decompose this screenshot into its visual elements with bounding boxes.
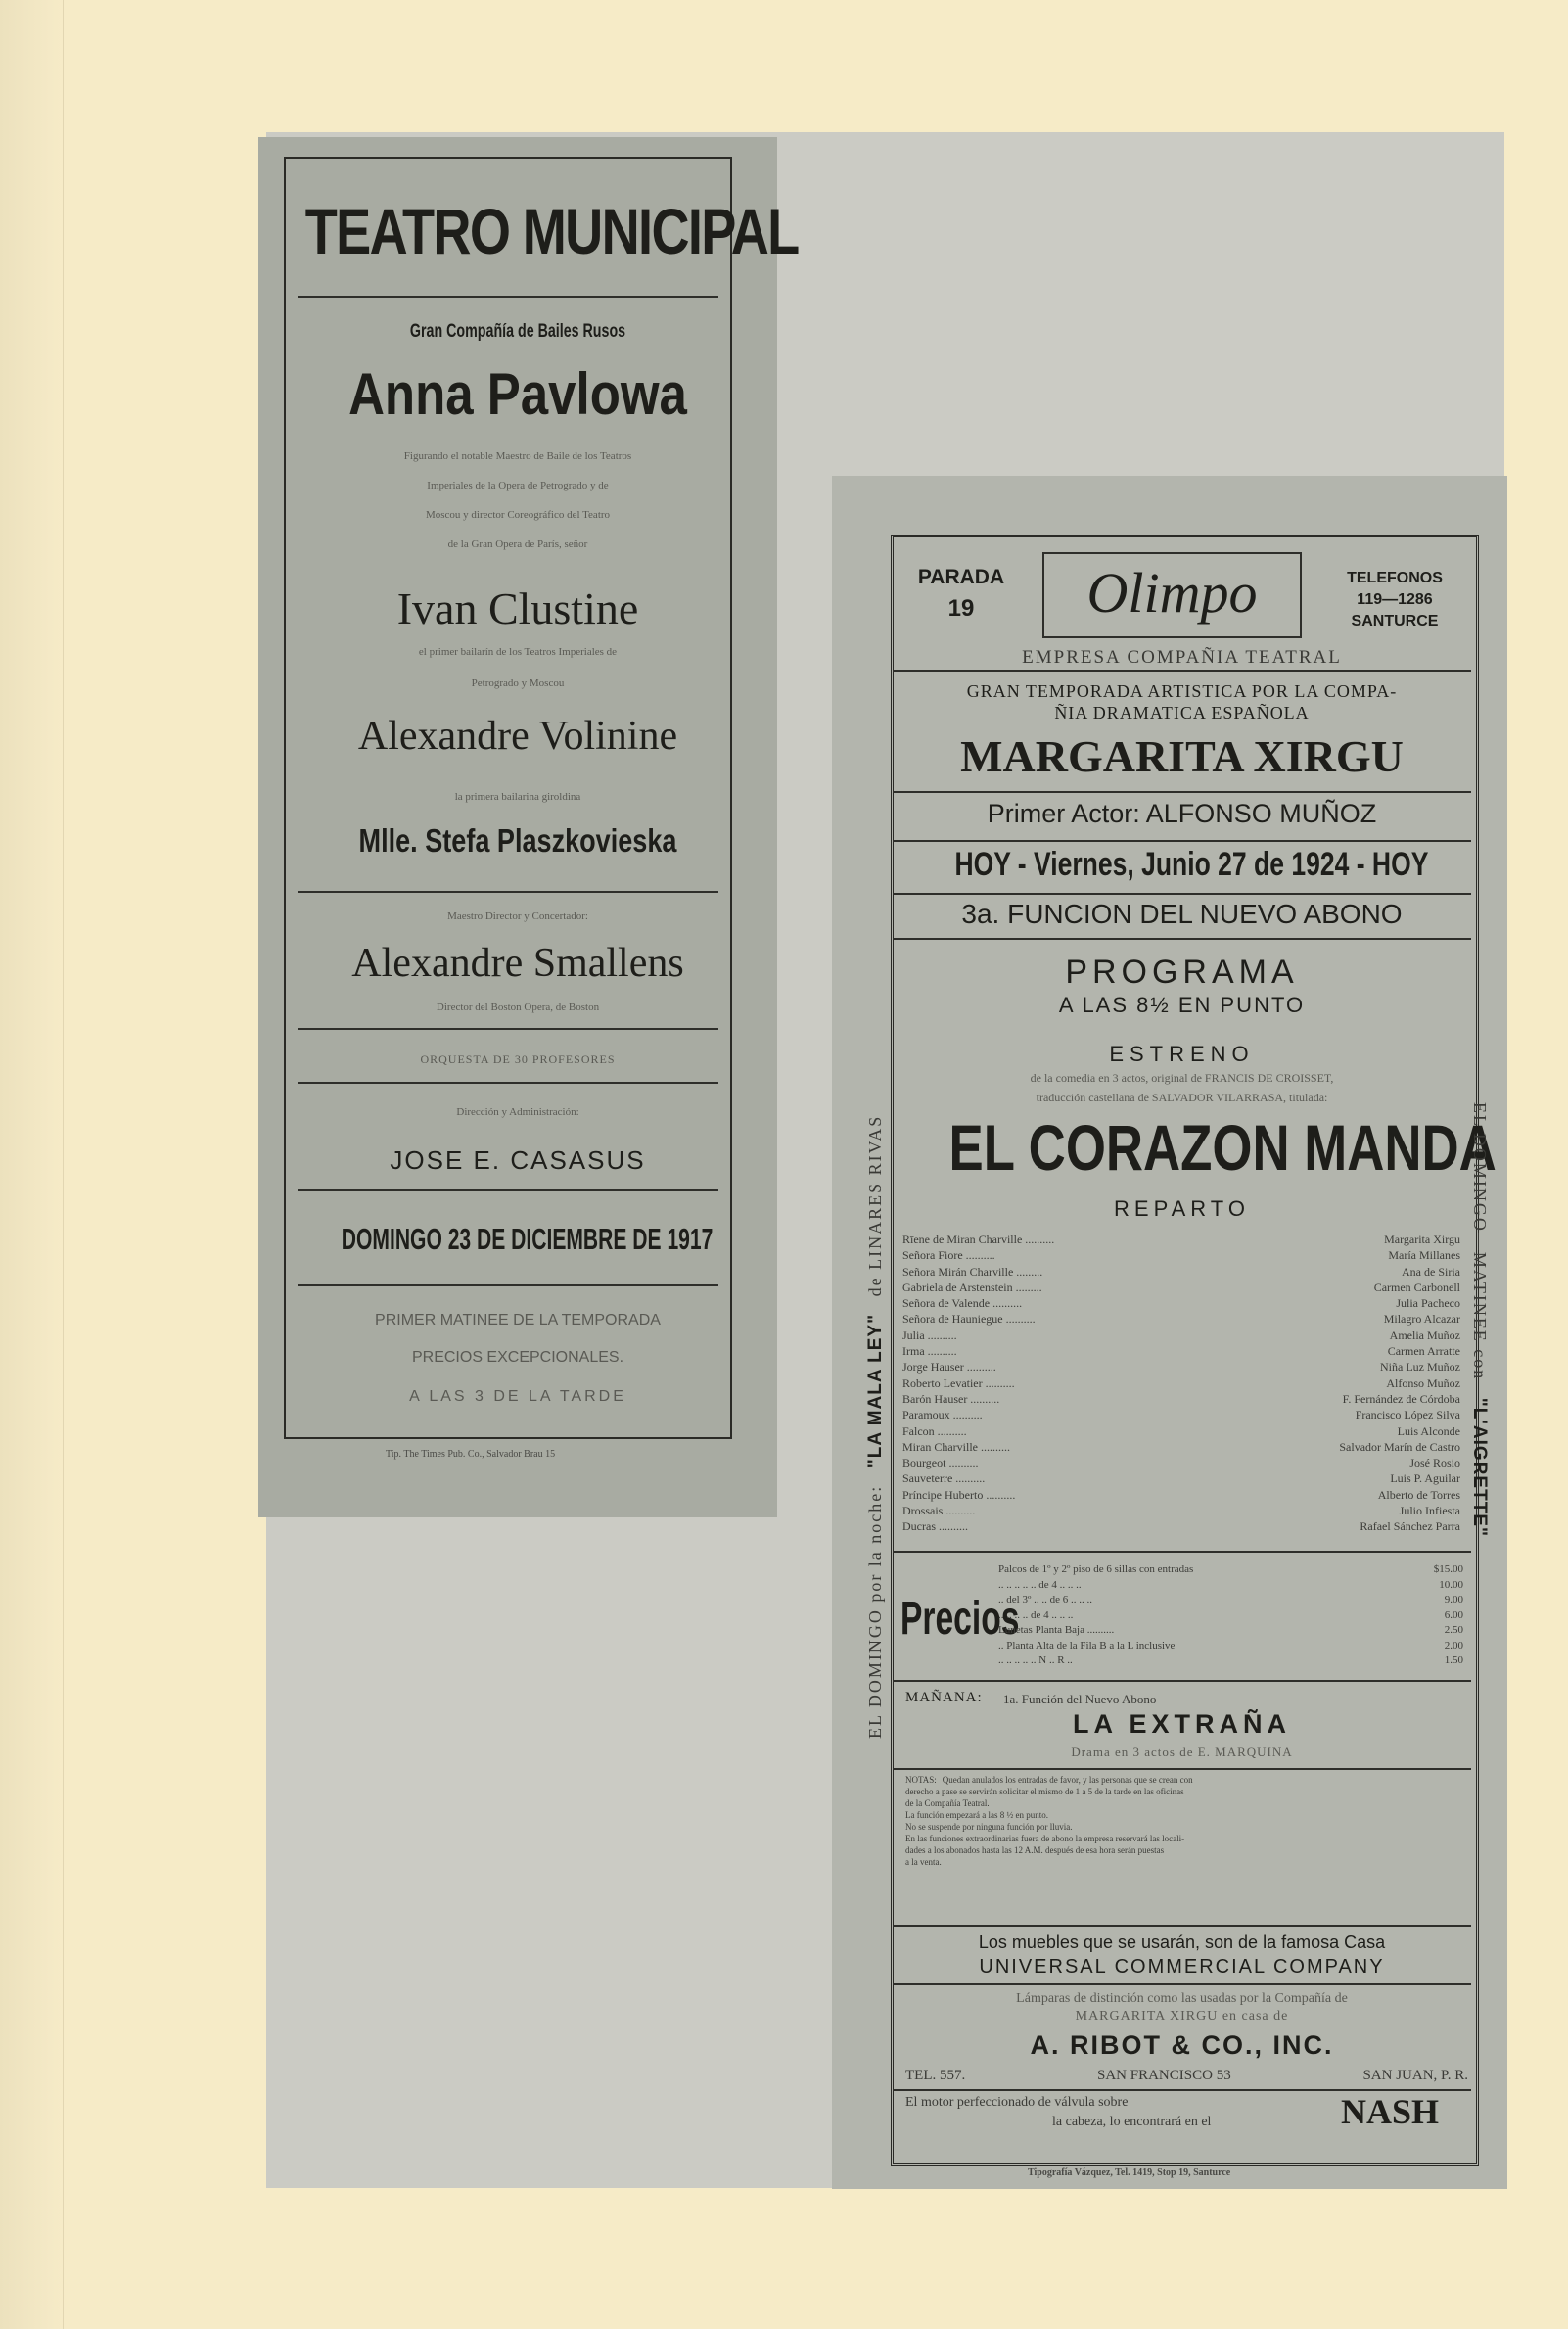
rule	[298, 1284, 718, 1286]
lead-actor: Primer Actor: ALFONSO MUÑOZ	[987, 799, 1377, 828]
side-note-left-title: "LA MALA LEY"	[865, 1313, 886, 1468]
parada-number: 19	[947, 595, 975, 622]
side-note-left-author: de LINARES RIVAS	[865, 1114, 885, 1297]
role: Drossais ..........	[902, 1504, 976, 1518]
performance-date: HOY - Viernes, Junio 27 de 1924 - HOY	[954, 846, 1429, 883]
olimpo-logo: Olimpo	[1042, 552, 1302, 638]
play-desc-1: de la comedia en 3 actos, original de FRANCIS DE CROISSET,	[1030, 1071, 1334, 1085]
rule	[893, 938, 1471, 940]
rule	[893, 1983, 1471, 1985]
programa-heading: PROGRAMA	[1065, 954, 1299, 991]
side-note-right	[1468, 1102, 1494, 1537]
cast-row	[902, 1470, 1460, 1486]
actor: Carmen Carbonell	[1373, 1280, 1460, 1294]
dancer-1-name: Ivan Clustine	[396, 583, 639, 633]
cast-row	[902, 1423, 1460, 1439]
role: Señora de Hauniegue ..........	[902, 1312, 1036, 1327]
cast-row	[902, 1343, 1460, 1359]
actor: Margarita Xirgu	[1384, 1233, 1460, 1246]
nash-brand: NASH	[1341, 2092, 1440, 2131]
nash-text-1: El motor perfeccionado de válvula sobre	[905, 2095, 1129, 2110]
rule	[893, 670, 1471, 672]
performance-date: DOMINGO 23 DE DICIEMBRE DE 1917	[341, 1222, 714, 1256]
price-value: $15.00	[1433, 1563, 1463, 1575]
price-item: .. del 3º .. .. de 6 .. .. ..	[998, 1594, 1092, 1606]
note-line: No se suspende por ninguna función por lluvia.	[905, 1822, 1073, 1832]
price-row	[998, 1654, 1463, 1669]
rule	[298, 1028, 718, 1030]
rule	[893, 893, 1471, 895]
role: Miran Charville ..........	[902, 1439, 1010, 1454]
role: Irma ..........	[902, 1344, 957, 1359]
role: Paramoux ..........	[902, 1408, 983, 1422]
location: SANTURCE	[1351, 613, 1439, 629]
role: Roberto Levatier ..........	[902, 1375, 1015, 1390]
precios-label: Precios	[900, 1593, 1020, 1645]
rule	[893, 1925, 1471, 1927]
price-item: Lunetas Planta Baja ..........	[998, 1624, 1115, 1636]
note-line	[905, 1774, 1463, 1786]
note-3: A LAS 3 DE LA TARDE	[409, 1388, 626, 1405]
admin-role: Dirección y Administración:	[456, 1106, 579, 1118]
cast-row	[902, 1391, 1460, 1407]
next-play-title: LA EXTRAÑA	[1073, 1709, 1291, 1739]
cast-row	[902, 1264, 1460, 1280]
cast-row	[902, 1455, 1460, 1470]
dancer-2-name: Alexandre Volinine	[357, 714, 678, 759]
cast-row	[902, 1487, 1460, 1503]
ribot-address	[905, 2068, 1468, 2084]
actor: Niña Luz Muñoz	[1380, 1360, 1460, 1374]
note-line: En las funciones extraordinarias fuera de abono la empresa reservará las locali-	[905, 1834, 1185, 1843]
phones-label: TELEFONOS	[1347, 570, 1443, 586]
director-desc: Director del Boston Opera, de Boston	[436, 1001, 600, 1013]
side-note-left-text: EL DOMINGO por la noche:	[865, 1484, 885, 1739]
orchestra-line: ORQUESTA DE 30 PROFESORES	[420, 1052, 616, 1066]
price-row	[998, 1578, 1463, 1594]
actor: María Millanes	[1388, 1248, 1460, 1263]
printer-credit: Tipografía Vázquez, Tel. 1419, Stop 19, Santurce	[1028, 2167, 1231, 2178]
furniture-company: UNIVERSAL COMMERCIAL COMPANY	[979, 1956, 1385, 1978]
role: Bourgeot ..........	[902, 1456, 979, 1470]
price-value: 2.50	[1444, 1624, 1463, 1636]
price-value: 2.00	[1444, 1639, 1463, 1652]
price-value: 9.00	[1444, 1594, 1463, 1606]
role: Ducras ..........	[902, 1519, 968, 1534]
director-name: Alexandre Smallens	[351, 941, 684, 986]
next-play-desc: Drama en 3 actos de E. MARQUINA	[1071, 1745, 1293, 1759]
role: Jorge Hauser ..........	[902, 1360, 996, 1374]
rule	[893, 791, 1471, 793]
play-desc-2: traducción castellana de SALVADOR VILARRASA, titulada:	[1036, 1091, 1328, 1104]
note-line: La función empezará a las 8 ½ en punto.	[905, 1810, 1048, 1820]
lamps-line-1: Lámparas de distinción como las usadas por la Compañía de	[1016, 1991, 1348, 2006]
furniture-ad: Los muebles que se usarán, son de la famosa Casa	[978, 1933, 1386, 1952]
manana-text: 1a. Función del Nuevo Abono	[1003, 1692, 1157, 1706]
price-item: .. .. .. .. .. N .. R ..	[998, 1654, 1073, 1666]
price-value: 1.50	[1444, 1654, 1463, 1666]
season-line-1: GRAN TEMPORADA ARTISTICA POR LA COMPA-	[966, 681, 1398, 701]
price-list	[998, 1562, 1463, 1669]
note-line: dades a los abonados hasta las 12 A.M. después de esa hora serán puestas	[905, 1845, 1165, 1855]
price-row	[998, 1639, 1463, 1654]
star-name: Anna Pavlowa	[348, 361, 687, 427]
estreno-heading: ESTRENO	[1109, 1042, 1255, 1066]
notes-block	[905, 1774, 1463, 1868]
ribot-phone: TEL. 557.	[905, 2068, 966, 2083]
ribot-street: SAN FRANCISCO 53	[1097, 2068, 1231, 2083]
note-line: de la Compañía Teatral.	[905, 1798, 990, 1808]
note-line: derecho a pase se servirán solicitar el mismo de 1 a 5 de la tarde en las oficinas	[905, 1787, 1184, 1796]
company-name: Gran Compañía de Bailes Rusos	[409, 321, 626, 342]
play-title: EL CORAZON MANDA	[948, 1111, 1497, 1184]
function-line: 3a. FUNCION DEL NUEVO ABONO	[961, 899, 1403, 929]
star-description-3: Moscou y director Coreográfico del Teatro	[425, 509, 611, 521]
role: Barón Hauser ..........	[902, 1391, 1000, 1406]
printer-credit: Tip. The Times Pub. Co., Salvador Brau 15	[386, 1449, 556, 1460]
page-binding-edge	[0, 0, 64, 2329]
actor: Amelia Muñoz	[1389, 1328, 1460, 1342]
reparto-heading: REPARTO	[1114, 1196, 1250, 1221]
price-value: 10.00	[1439, 1578, 1463, 1591]
phone-numbers: 119—1286	[1357, 591, 1433, 608]
start-time: A LAS 8½ EN PUNTO	[1058, 993, 1306, 1017]
rule	[298, 891, 718, 893]
actor: Julia Pacheco	[1396, 1296, 1460, 1311]
role: Falcon ..........	[902, 1423, 967, 1438]
rule	[298, 1189, 718, 1191]
role: Sauveterre ..........	[902, 1471, 986, 1486]
notes-label: NOTAS:	[905, 1775, 937, 1785]
cast-list	[902, 1232, 1460, 1535]
cast-row	[902, 1359, 1460, 1374]
dancer-3-name: Mlle. Stefa Plaszkovieska	[358, 822, 677, 859]
dancer-1-desc-2: Petrogrado y Moscou	[471, 677, 565, 689]
teatro-municipal-clipping	[258, 137, 799, 1517]
rule	[893, 1680, 1471, 1682]
actor: Julio Infiesta	[1399, 1504, 1460, 1518]
note-text: Quedan anulados los entradas de favor, y las personas que se crean con	[942, 1775, 1193, 1785]
lamps-line-2: MARGARITA XIRGU en casa de	[1075, 2009, 1289, 2024]
role: Príncipe Huberto ..........	[902, 1487, 1016, 1502]
admin-name: JOSE E. CASASUS	[390, 1145, 646, 1175]
actor: Milagro Alcazar	[1383, 1312, 1460, 1327]
actor: Luis P. Aguilar	[1390, 1471, 1460, 1486]
actor: José Rosio	[1409, 1456, 1460, 1470]
actor: Luis Alconde	[1397, 1423, 1460, 1438]
actor: F. Fernández de Córdoba	[1342, 1391, 1460, 1406]
side-note-right-title: "L'AIGRETTE"	[1469, 1397, 1490, 1537]
star-description-4: de la Gran Opera de París, señor	[447, 538, 588, 550]
role: Señora Fiore ..........	[902, 1248, 995, 1263]
dancer-2-desc: la primera bailarina giroldina	[454, 791, 581, 803]
rule	[893, 840, 1471, 842]
actor: Alberto de Torres	[1377, 1487, 1460, 1502]
cast-row	[902, 1375, 1460, 1391]
actor: Carmen Arratte	[1387, 1344, 1460, 1359]
star-description-1: Figurando el notable Maestro de Baile de los Teatros	[403, 450, 632, 462]
nash-text-2: la cabeza, lo encontrará en el	[1052, 2115, 1212, 2129]
ribot-city: SAN JUAN, P. R.	[1362, 2068, 1468, 2083]
price-row	[998, 1593, 1463, 1608]
actor: Rafael Sánchez Parra	[1360, 1519, 1460, 1534]
actor: Salvador Marín de Castro	[1339, 1439, 1460, 1454]
theatre-title: TEATRO MUNICIPAL	[304, 195, 799, 267]
price-item: .. .. .. .. de 4 .. .. ..	[998, 1608, 1074, 1621]
parada-label: PARADA	[917, 566, 1005, 588]
cast-row	[902, 1280, 1460, 1295]
dancer-1-desc-1: el primer bailarín de los Teatros Imperiales de	[418, 646, 618, 658]
role: Señora de Valende ..........	[902, 1296, 1023, 1311]
cast-row	[902, 1247, 1460, 1263]
note-2: PRECIOS EXCEPCIONALES.	[411, 1349, 624, 1366]
price-item: Palcos de 1º y 2º piso de 6 sillas con entradas	[998, 1563, 1194, 1575]
cast-row	[902, 1503, 1460, 1518]
price-item: .. .. .. .. .. de 4 .. .. ..	[998, 1578, 1082, 1591]
cast-row	[902, 1295, 1460, 1311]
company-name: EMPRESA COMPAÑIA TEATRAL	[1022, 647, 1342, 668]
price-row	[998, 1608, 1463, 1624]
price-item: .. Planta Alta de la Fila B a la L inclusive	[998, 1639, 1176, 1652]
star-description-2: Imperiales de la Opera de Petrogrado y de	[427, 480, 609, 491]
price-value: 6.00	[1444, 1608, 1463, 1621]
rule	[298, 1082, 718, 1084]
cast-row	[902, 1311, 1460, 1327]
rule	[893, 1551, 1471, 1553]
role: Rīene de Miran Charville ..........	[902, 1233, 1055, 1246]
note-line: a la venta.	[905, 1857, 942, 1867]
role: Gabriela de Arstenstein .........	[902, 1280, 1042, 1294]
role: Señora Mirán Charville .........	[902, 1264, 1043, 1279]
price-row	[998, 1623, 1463, 1639]
cast-row	[902, 1328, 1460, 1343]
actor: Alfonso Muñoz	[1386, 1375, 1460, 1390]
cast-row	[902, 1407, 1460, 1422]
role: Julia ..........	[902, 1328, 957, 1342]
actor: Ana de Siria	[1402, 1264, 1460, 1279]
cast-row	[902, 1232, 1460, 1247]
note-1: PRIMER MATINEE DE LA TEMPORADA	[375, 1312, 661, 1328]
cast-row	[902, 1518, 1460, 1534]
rule	[893, 1768, 1471, 1770]
season-line-2: ÑIA DRAMATICA ESPAÑOLA	[1054, 703, 1310, 722]
cast-row	[902, 1439, 1460, 1455]
price-row	[998, 1562, 1463, 1578]
rule	[298, 296, 718, 298]
actor: Francisco López Silva	[1355, 1408, 1460, 1422]
director-role: Maestro Director y Concertador:	[447, 910, 588, 922]
manana-label: MAÑANA:	[905, 1690, 983, 1705]
teatro-olimpo-clipping	[832, 476, 1507, 2189]
side-note-right-text: EL DOMINGO—MATINEE con	[1470, 1102, 1490, 1381]
ribot-company: A. RIBOT & CO., INC.	[1030, 2030, 1334, 2060]
side-note-left	[861, 1115, 887, 1739]
star-name: MARGARITA XIRGU	[960, 731, 1404, 781]
